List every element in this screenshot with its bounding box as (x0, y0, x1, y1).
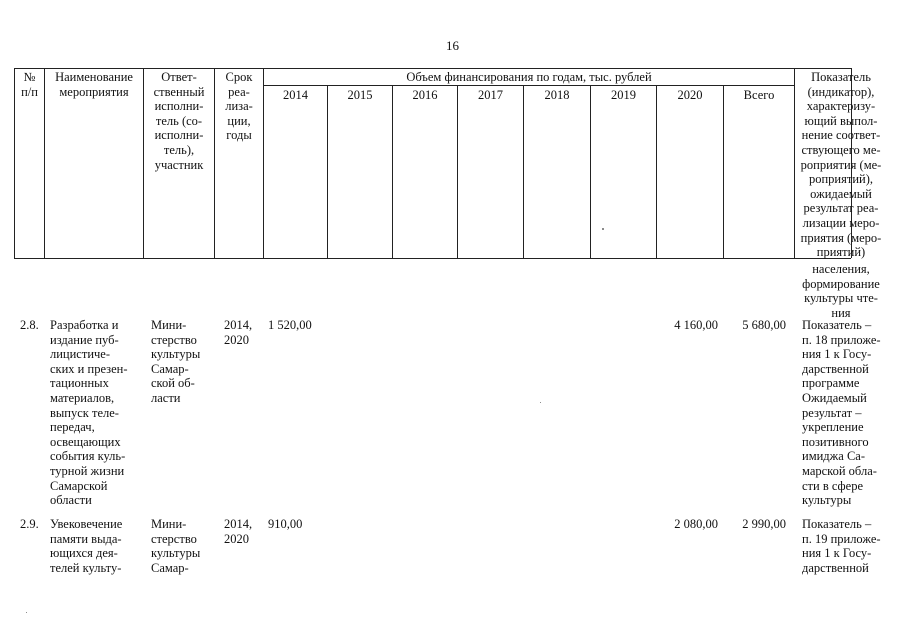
row-value-2014: 910,00 (268, 517, 303, 531)
row-indicator: Показатель – п. 18 приложе- ния 1 к Госу- дарственной программе Ожидаемый результат – укрепление позитивного имиджа Са- марской обла- сти в сфере культуры (802, 318, 881, 508)
row-indicator: Показатель – п. 19 приложе- ния 1 к Госу- дарственной (802, 517, 881, 575)
scan-speck (540, 402, 541, 403)
row-num: 2.8. (20, 318, 39, 332)
row-name: Увековечение памяти выда- ющихся дея- телей культу- (50, 517, 123, 575)
row-value-total: 5 680,00 (742, 318, 786, 332)
row-num: 2.9. (20, 517, 39, 531)
header-year-2016: 2016 (412, 88, 438, 102)
header-year-2018: 2018 (544, 88, 570, 102)
page-number: 16 (446, 38, 459, 53)
scan-speck (26, 612, 27, 613)
indicator-continuation: населения, формирование культуры чте- ния (802, 262, 880, 320)
row-term: 2014, 2020 (224, 517, 253, 546)
row-value-2014: 1 520,00 (268, 318, 312, 332)
scan-speck (602, 228, 604, 230)
header-num: № п/п (21, 70, 38, 99)
row-responsible: Мини- стерство культуры Самар- (151, 517, 201, 575)
header-name: Наименование мероприятия (55, 70, 133, 99)
row-value-2020: 4 160,00 (674, 318, 718, 332)
header-total: Всего (743, 88, 775, 102)
row-name: Разработка и издание пуб- лицистиче- ских и презен- тационных материалов, выпуск теле- передач, освещающих события куль- турной жизни Самарской области (50, 318, 128, 508)
header-year-2017: 2017 (478, 88, 503, 102)
row-value-2020: 2 080,00 (674, 517, 718, 531)
header-year-2014: 2014 (283, 88, 308, 102)
header-term: Срок реа- лиза- ции, годы (225, 70, 253, 143)
header-responsible: Ответ- ственный исполни- тель (со- исполни- тель), участник (153, 70, 205, 172)
header-year-2019: 2019 (611, 88, 636, 102)
row-value-total: 2 990,00 (742, 517, 786, 531)
row-responsible: Мини- стерство культуры Самар- ской об- ласти (151, 318, 201, 405)
row-term: 2014, 2020 (224, 318, 253, 347)
header-financing: Объем финансирования по годам, тыс. рублей (406, 70, 652, 84)
header-year-2015: 2015 (347, 88, 373, 102)
header-indicator: Показатель (индикатор), характеризу- ющий выпол- нение соответ- ствующего ме- роприятия (ме- роприятий), ожидаемый результат реа- лизации меро- приятия (меро- приятий) (800, 70, 882, 260)
header-year-2020: 2020 (677, 88, 703, 102)
